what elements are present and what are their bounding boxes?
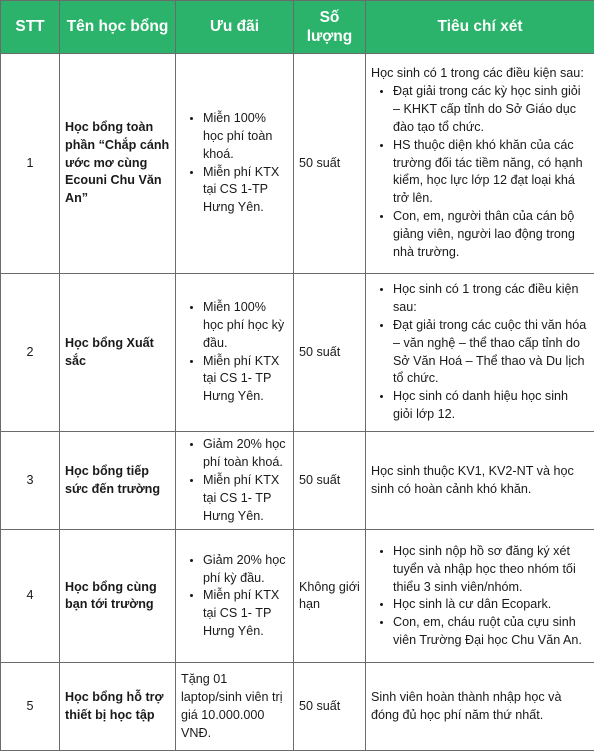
row-stt: 5: [1, 663, 60, 751]
criteria-item: • Học sinh nộp hồ sơ đăng ký xét tuyển và nhập học theo nhóm tối thiểu 3 sinh viên/nhóm.: [393, 543, 589, 597]
benefit-item: • Miễn phí KTX tại CS 1- TP Hưng Yên.: [203, 353, 288, 407]
scholarship-name: Học bổng toàn phần “Chắp cánh ước mơ cùng Ecouni Chu Văn An”: [60, 54, 176, 274]
scholarship-name: Học bổng Xuất sắc: [60, 274, 176, 432]
criteria-item: • HS thuộc diện khó khăn của các trường đối tác tiềm năng, có hạnh kiểm, học lực lớp 12 đạt loại khá trở lên.: [393, 137, 589, 209]
quantity-cell: Không giới hạn: [294, 530, 366, 663]
criteria-cell: [366, 54, 594, 274]
criteria-item: • Học sinh là cư dân Ecopark.: [393, 596, 589, 614]
header-benefits: Ưu đãi: [176, 1, 294, 54]
criteria-cell: Học sinh thuộc KV1, KV2-NT và học sinh có hoàn cảnh khó khăn.: [366, 432, 594, 530]
criteria-cell: Sinh viên hoàn thành nhập học và đóng đủ học phí năm thứ nhất.: [366, 663, 594, 751]
benefits-cell: [176, 432, 294, 530]
header-quantity: Số lượng: [294, 1, 366, 54]
quantity-cell: 50 suất: [294, 663, 366, 751]
row-stt: 2: [1, 274, 60, 432]
header-stt: STT: [1, 1, 60, 54]
criteria-cell: [366, 274, 594, 432]
quantity-cell: 50 suất: [294, 54, 366, 274]
benefit-item: • Miễn 100% học phí toàn khoá.: [203, 110, 288, 164]
row-stt: 1: [1, 54, 60, 274]
quantity-cell: 50 suất: [294, 274, 366, 432]
benefits-cell: [176, 54, 294, 274]
criteria-item: • Con, em, người thân của cán bộ giảng viên, người lao động trong nhà trường.: [393, 208, 589, 262]
table-row: [1, 54, 594, 274]
criteria-intro: Học sinh có 1 trong các điều kiện sau:: [371, 66, 584, 81]
criteria-item: • Đạt giải trong các cuộc thi văn hóa – văn nghệ – thể thao cấp tỉnh do Sở Văn Hoá – Thể thao và Du lịch tổ chức.: [393, 317, 589, 389]
table-row: [1, 530, 594, 663]
benefit-item: • Giảm 20% học phí toàn khoá.: [203, 436, 288, 472]
criteria-item: • Đạt giải trong các kỳ học sinh giỏi – KHKT cấp tỉnh do Sở Giáo dục đào tạo tổ chức.: [393, 83, 589, 137]
table-row: [1, 663, 594, 751]
criteria-cell: [366, 530, 594, 663]
benefits-cell: [176, 530, 294, 663]
row-stt: 4: [1, 530, 60, 663]
benefit-item: • Miễn phí KTX tại CS 1- TP Hưng Yên.: [203, 472, 288, 526]
table-row: [1, 274, 594, 432]
table-header-row: [1, 1, 594, 54]
scholarship-name: Học bổng tiếp sức đến trường: [60, 432, 176, 530]
benefit-item: • Miễn phí KTX tại CS 1-TP Hưng Yên.: [203, 164, 288, 218]
row-stt: 3: [1, 432, 60, 530]
benefit-item: • Giảm 20% học phí kỳ đầu.: [203, 552, 288, 588]
benefits-cell: Tặng 01 laptop/sinh viên trị giá 10.000.000 VNĐ.: [176, 663, 294, 751]
scholarship-name: Học bổng cùng bạn tới trường: [60, 530, 176, 663]
header-criteria: Tiêu chí xét: [366, 1, 594, 54]
criteria-item: • Học sinh có danh hiệu học sinh giỏi lớp 12.: [393, 388, 589, 424]
criteria-item: • Con, em, cháu ruột của cựu sinh viên Trường Đại học Chu Văn An.: [393, 614, 589, 650]
benefits-cell: [176, 274, 294, 432]
quantity-cell: 50 suất: [294, 432, 366, 530]
benefit-item: • Miễn 100% học phí học kỳ đầu.: [203, 299, 288, 353]
benefit-item: • Miễn phí KTX tại CS 1- TP Hưng Yên.: [203, 587, 288, 641]
criteria-item: • Học sinh có 1 trong các điều kiện sau:: [393, 281, 589, 317]
header-name: Tên học bổng: [60, 1, 176, 54]
scholarship-name: Học bổng hỗ trợ thiết bị học tập: [60, 663, 176, 751]
table-row: [1, 432, 594, 530]
